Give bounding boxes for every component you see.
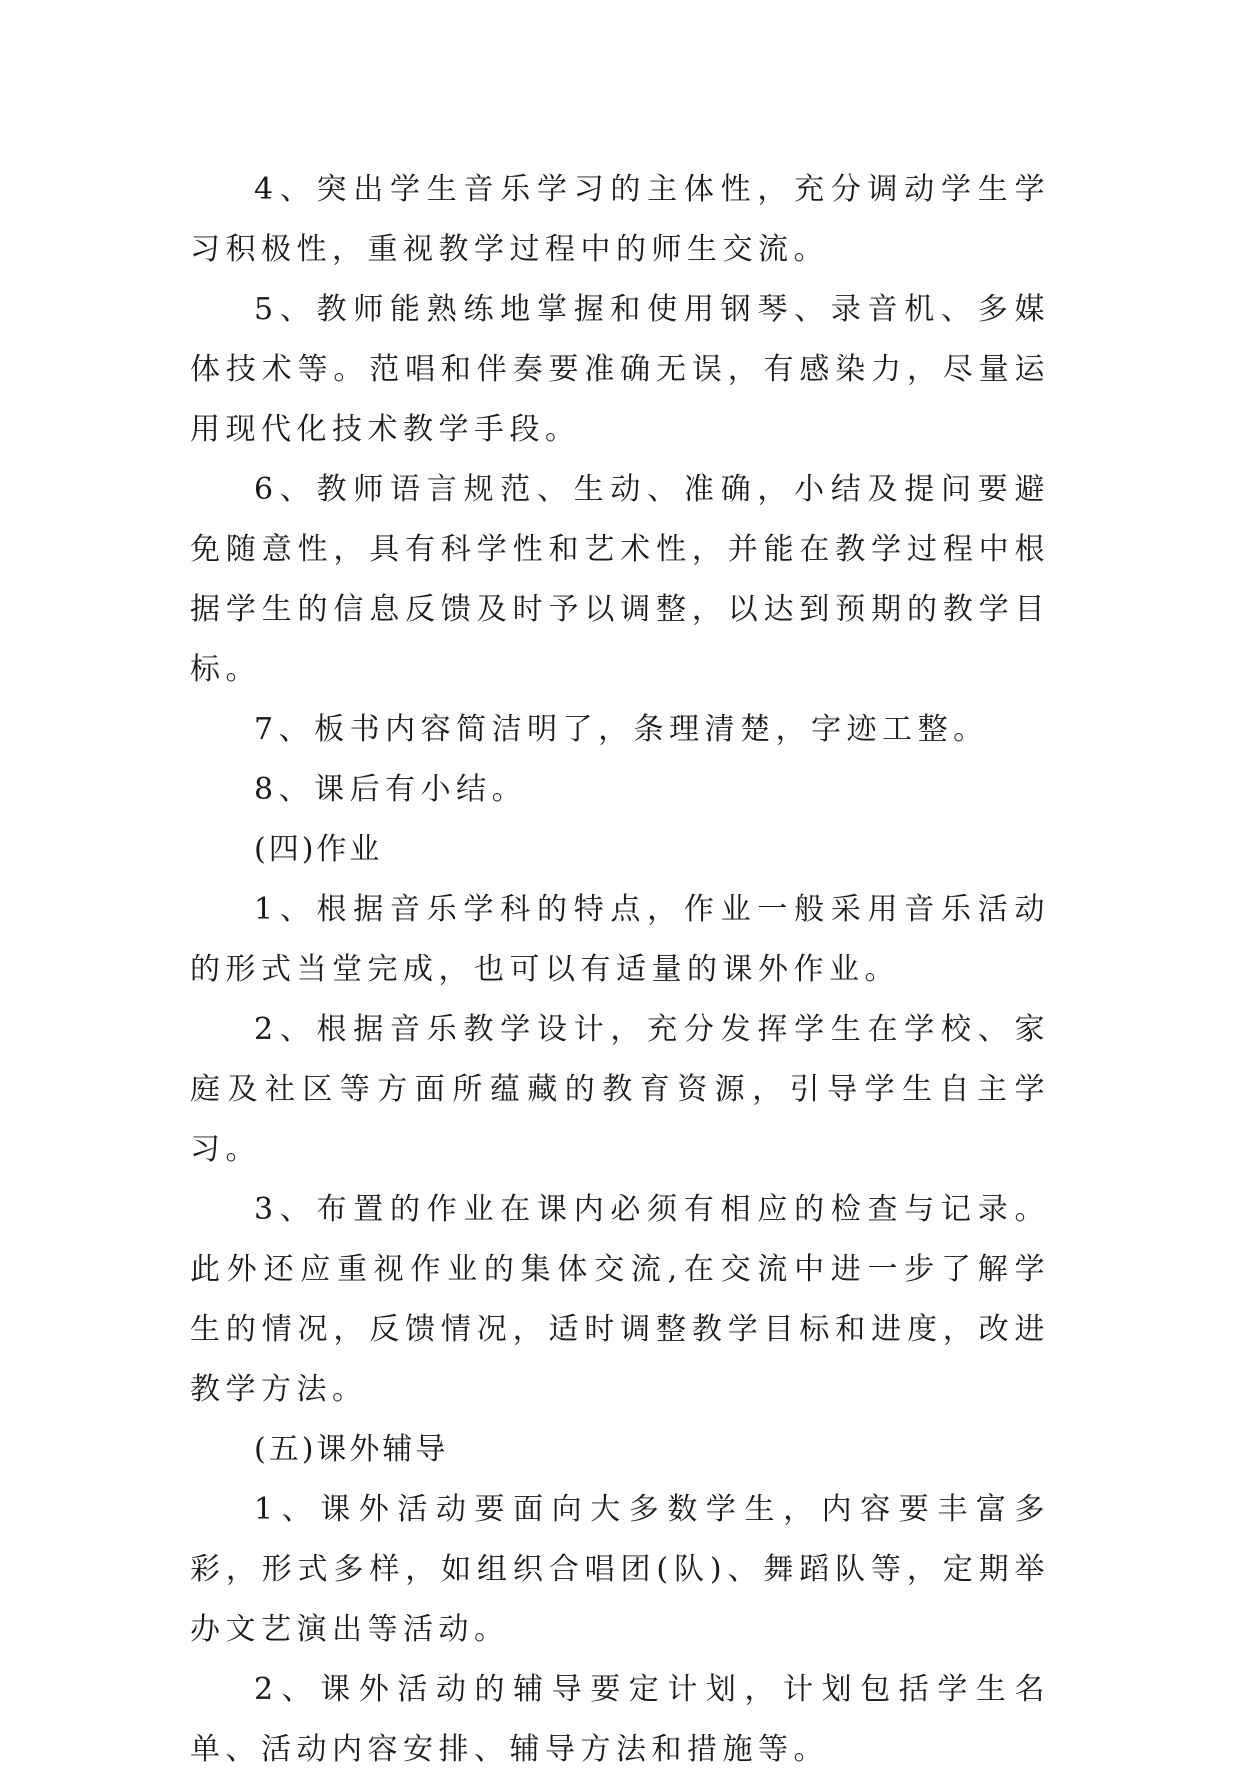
paragraph-item-5: 5、教师能熟练地掌握和使用钢琴、录音机、多媒体技术等。范唱和伴奏要准确无误，有感染力，尽量运用现代化技术教学手段。 [190, 292, 1050, 447]
section-heading-extracurricular: (五)课外辅导 [254, 1432, 449, 1467]
paragraph-extracurricular-2: 2、课外活动的辅导要定计划，计划包括学生名单、活动内容安排、辅导方法和措施等。 [190, 1672, 1050, 1767]
section-heading-homework: (四)作业 [254, 832, 383, 867]
paragraph-extracurricular-1: 1、课外活动要面向大多数学生，内容要丰富多彩，形式多样，如组织合唱团(队)、舞蹈队等，定期举办文艺演出等活动。 [190, 1492, 1050, 1647]
paragraph-homework-1: 1、根据音乐学科的特点，作业一般采用音乐活动的形式当堂完成，也可以有适量的课外作业。 [190, 892, 1050, 987]
document-body [190, 160, 1050, 1780]
paragraph-homework-3: 3、布置的作业在课内必须有相应的检查与记录。此外还应重视作业的集体交流,在交流中进一步了解学生的情况，反馈情况，适时调整教学目标和进度，改进教学方法。 [190, 1192, 1050, 1407]
paragraph-item-4: 4、突出学生音乐学习的主体性，充分调动学生学习积极性，重视教学过程中的师生交流。 [190, 172, 1050, 267]
paragraph-item-7: 7、板书内容简洁明了，条理清楚，字迹工整。 [254, 712, 989, 747]
paragraph-item-6: 6、教师语言规范、生动、准确，小结及提问要避免随意性，具有科学性和艺术性，并能在教学过程中根据学生的信息反馈及时予以调整，以达到预期的教学目标。 [190, 472, 1050, 687]
paragraph-item-8: 8、课后有小结。 [254, 772, 528, 807]
paragraph-homework-2: 2、根据音乐教学设计，充分发挥学生在学校、家庭及社区等方面所蕴藏的教育资源，引导学生自主学习。 [190, 1012, 1050, 1167]
